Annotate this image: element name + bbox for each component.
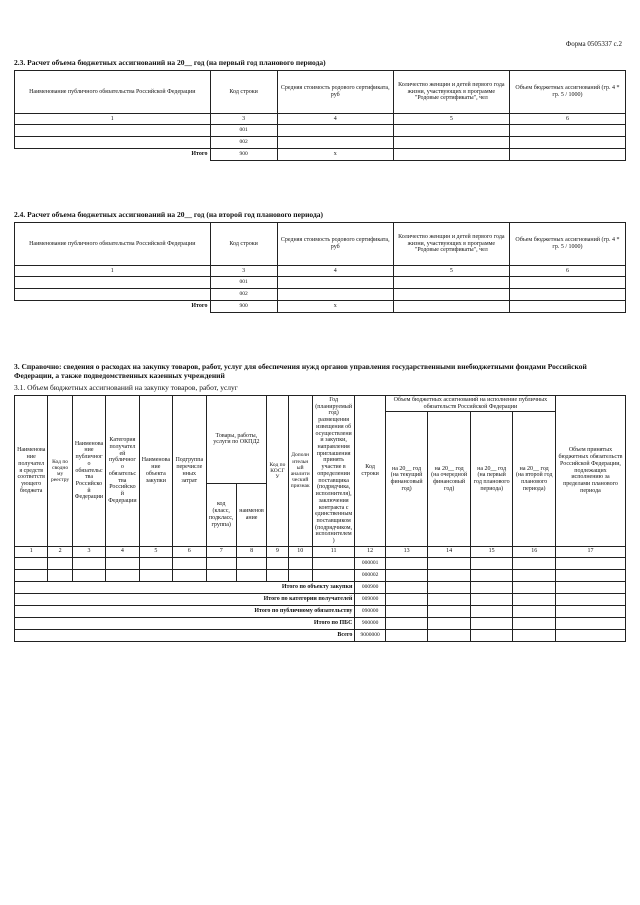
table-3-1 [14, 395, 626, 642]
t23-col-name: Наименование публичного обязательства Российской Федерации [15, 71, 211, 114]
t31-num: 5 [139, 546, 172, 557]
t31-col-y16: на 20__ год (на второй год планового периода) [513, 412, 556, 546]
t24-col-women: Количество женщин и детей первого года жизни, участвующих в программе "Родовые сертификаты", чел [393, 223, 509, 266]
t31-col-1: Наименование получателя средств соответствующего бюджета [15, 396, 48, 547]
t23-num-4: 4 [277, 114, 393, 125]
section-2-3 [14, 58, 626, 161]
section-2-3-title: 2.3. Расчет объема бюджетных ассигнований на 20__ год (на первый год планового периода) [14, 58, 326, 67]
t24-num-4: 4 [277, 266, 393, 277]
table-2-3 [14, 70, 626, 161]
t24-row1-code: 001 [210, 277, 277, 289]
t31-col-6: Подгруппа перечисленных затрат [173, 396, 206, 547]
section-2-4-title: 2.4. Расчет объема бюджетных ассигнований на 20__ год (на второй год планового периода) [14, 210, 324, 219]
t31-num: 2 [48, 546, 72, 557]
section-3-title: 3. Справочно: сведения о расходах на закупку товаров, работ, услуг для обеспечения нужд органов управления государственными внебюджетными фондами Российской Федерации, а также подведомственных казенных учреждений [14, 362, 587, 380]
t31-col-analytic: Дополнительный аналитический признак [288, 396, 312, 547]
t24-num-1: 1 [15, 266, 211, 277]
t23-col-volume: Объем бюджетных ассигнований (гр. 4 * гр. 5 / 1000) [509, 71, 625, 114]
t31-num: 16 [513, 546, 556, 557]
t23-row1-code: 001 [210, 125, 277, 137]
t31-total-code: 900000 [355, 617, 385, 629]
t23-col-women: Количество женщин и детей первого года жизни, участвующих в программе "Родовые сертификаты", чел [393, 71, 509, 114]
t24-row1-name [15, 277, 211, 289]
t31-num: 12 [355, 546, 385, 557]
t24-col-code: Код строки [210, 223, 277, 266]
t31-total-obligation [15, 605, 626, 617]
t31-col-okpd-name: наименование [236, 483, 266, 546]
t31-total-pbs [15, 617, 626, 629]
t31-num: 10 [288, 546, 312, 557]
t31-row-2 [15, 569, 626, 581]
t23-num-5: 5 [393, 114, 509, 125]
t23-num-3: 3 [210, 114, 277, 125]
t31-col-accepted: Объем принятых бюджетных обязательств Российской Федерации, подлежащих исполнению за пределами планового периода [555, 396, 625, 547]
t23-total-cost: x [277, 149, 393, 161]
t23-row2-code: 002 [210, 137, 277, 149]
t31-total-code: 090000 [355, 605, 385, 617]
t31-num: 4 [106, 546, 139, 557]
t31-total-code: 009000 [355, 593, 385, 605]
t23-num-6: 6 [509, 114, 625, 125]
t24-col-volume: Объем бюджетных ассигнований (гр. 4 * гр. 5 / 1000) [509, 223, 625, 266]
t23-row1-name [15, 125, 211, 137]
t31-col-year: Год (планируемый год) размещения извещения об осуществлении закупки, направления приглашения принять участие в определении поставщика (подрядчика, исполнителя), заключения контракта с единственным поставщиком (подрядчиком, исполнителем) [312, 396, 355, 547]
t31-total-all [15, 629, 626, 641]
t24-num-6: 6 [509, 266, 625, 277]
t31-num: 15 [470, 546, 513, 557]
t31-row-1 [15, 557, 626, 569]
t24-total-cost: x [277, 301, 393, 313]
t31-row-code: 000002 [355, 569, 385, 581]
t31-num: 6 [173, 546, 206, 557]
t24-col-name: Наименование публичного обязательства Российской Федерации [15, 223, 211, 266]
t31-col-y15: на 20__ год (на первый год планового периода) [470, 412, 513, 546]
t23-total-label: Итого [191, 151, 208, 158]
t31-total-code: 000900 [355, 581, 385, 593]
t31-total-category-label: Итого по категории получателей [15, 593, 355, 605]
t31-total-pbs-label: Итого по ПБС [15, 617, 355, 629]
t31-total-obligation-label: Итого по публичному обязательству [15, 605, 355, 617]
t31-col-goods: Товары, работы, услуги по ОКПД2 [206, 396, 267, 484]
t31-num: 14 [428, 546, 471, 557]
t31-num: 17 [555, 546, 625, 557]
t31-total-object-label: Итого по объекту закупки [15, 581, 355, 593]
section-3-1-title: 3.1. Объем бюджетных ассигнований на закупку товаров, работ, услуг [14, 383, 238, 392]
t31-num: 3 [72, 546, 105, 557]
t24-num-5: 5 [393, 266, 509, 277]
t31-num: 13 [385, 546, 428, 557]
t31-col-okpd-code: код (класс, подкласс, группа) [206, 483, 236, 546]
t31-total-all-label: Всего [15, 629, 355, 641]
t31-col-y13: на 20__ год (на текущий финансовый год) [385, 412, 428, 546]
t31-num: 1 [15, 546, 48, 557]
t23-num-1: 1 [15, 114, 211, 125]
t31-col-kosgu: Код по КОСГУ [267, 396, 288, 547]
t31-num: 11 [312, 546, 355, 557]
t31-col-4: Категория получателей публичного обязательства Российской Федерации [106, 396, 139, 547]
section-2-4 [14, 210, 626, 313]
t31-col-2: Код по сводному реестру [48, 396, 72, 547]
t31-total-object [15, 581, 626, 593]
t31-col-5: Наименование объекта закупки [139, 396, 172, 547]
t24-num-3: 3 [210, 266, 277, 277]
t24-total-code: 900 [210, 301, 277, 313]
t23-col-code: Код строки [210, 71, 277, 114]
section-3 [14, 362, 626, 642]
form-number: Форма 0505337 с.2 [565, 40, 622, 48]
t24-total-label: Итого [191, 303, 208, 310]
t31-num: 9 [267, 546, 288, 557]
table-2-4 [14, 222, 626, 313]
t31-col-code: Код строки [355, 396, 385, 547]
t24-col-cost: Средняя стоимость родового сертификата, руб [277, 223, 393, 266]
t31-total-category [15, 593, 626, 605]
t31-row-code: 000001 [355, 557, 385, 569]
t23-row2-name [15, 137, 211, 149]
t31-col-volume: Объем бюджетных ассигнований на исполнение публичных обязательств Российской Федерации [385, 396, 555, 412]
t24-row2-name [15, 289, 211, 301]
t31-col-3: Наименование публичного обязательства Российской Федерации [72, 396, 105, 547]
t31-num: 8 [236, 546, 266, 557]
t23-total-code: 900 [210, 149, 277, 161]
t23-col-cost: Средняя стоимость родового сертификата, руб [277, 71, 393, 114]
t31-col-y14: на 20__ год (на очередной финансовый год) [428, 412, 471, 546]
t24-row2-code: 002 [210, 289, 277, 301]
t31-num: 7 [206, 546, 236, 557]
t31-total-code: 9000000 [355, 629, 385, 641]
